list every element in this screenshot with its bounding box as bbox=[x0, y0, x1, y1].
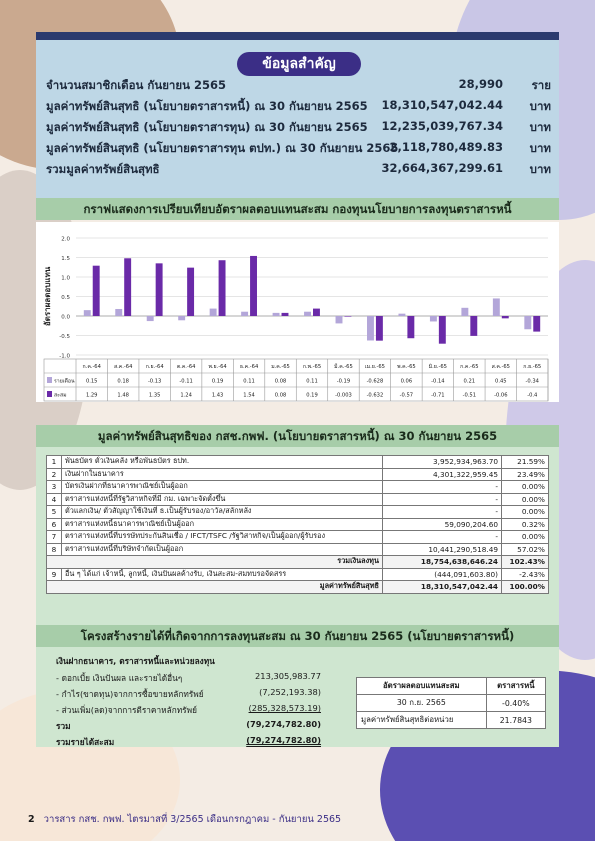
income-grand-value: (79,274,782.80) bbox=[246, 735, 321, 745]
legend-label: รายเดือน bbox=[54, 378, 75, 385]
bar-monthly bbox=[84, 310, 91, 316]
bar-cumulative bbox=[282, 313, 289, 316]
data-label: 0.11 bbox=[243, 378, 255, 385]
x-tick-label: ส.ค.-65 bbox=[491, 364, 511, 370]
y-tick-label: -0.5 bbox=[59, 334, 70, 340]
x-tick-label: ก.พ.-65 bbox=[302, 364, 322, 370]
legend-swatch bbox=[47, 391, 52, 397]
income-sum-label: รวม bbox=[56, 721, 71, 731]
data-label: -0.632 bbox=[366, 392, 384, 399]
x-tick-label: ก.ค.-64 bbox=[82, 364, 101, 370]
table-cell-amount: 18,754,638,646.24 bbox=[383, 556, 502, 569]
table-cell-item: ตราสารแห่งหนี้ธนาคารพาณิชย์เป็นผู้ออก bbox=[62, 518, 383, 531]
key-info-row bbox=[46, 75, 551, 95]
table-cell-no: 1 bbox=[47, 456, 62, 469]
data-label: 0.19 bbox=[306, 392, 318, 399]
x-tick-label: มี.ค.-65 bbox=[334, 364, 353, 370]
bar-monthly bbox=[524, 316, 531, 329]
income-grand-label: รวมรายได้สะสม bbox=[56, 737, 115, 747]
data-label: 0.08 bbox=[274, 392, 287, 399]
bar-monthly bbox=[147, 316, 154, 321]
key-info-title: ข้อมูลสำคัญ bbox=[237, 52, 361, 76]
table-cell-percent: -2.43% bbox=[502, 568, 549, 581]
table-cell-no: 4 bbox=[47, 493, 62, 506]
data-label: -0.51 bbox=[462, 392, 477, 399]
y-tick-label: 2.0 bbox=[61, 236, 70, 243]
income-item-label: - กำไร(ขาดทุน)จากการซื้อขายหลักทรัพย์ bbox=[56, 689, 204, 699]
income-box bbox=[36, 647, 559, 747]
y-axis-label: อัตราผลตอบแทน bbox=[43, 266, 52, 327]
income-item-label: - ดอกเบี้ย เงินปันผล และรายได้อื่นๆ bbox=[56, 673, 183, 683]
key-info-label: มูลค่าทรัพย์สินสุทธิ (นโยบายตราสารทุน ตปท.) ณ 30 กันยายน 2565 bbox=[46, 141, 399, 155]
bar-cumulative bbox=[470, 316, 477, 336]
key-info-value: 32,664,367,299.61 bbox=[381, 161, 503, 175]
data-label: -0.628 bbox=[366, 378, 384, 385]
table-row bbox=[47, 468, 549, 481]
table-cell-item: บัตรเงินฝากที่ธนาคารพาณิชย์เป็นผู้ออก bbox=[62, 481, 383, 494]
data-label: 0.21 bbox=[463, 378, 476, 385]
income-sum-value: (79,274,782.80) bbox=[246, 719, 321, 729]
table-cell-amount: 10,441,290,518.49 bbox=[383, 543, 502, 556]
assets-box bbox=[36, 447, 559, 633]
x-tick-label: พ.ค.-65 bbox=[397, 364, 416, 370]
chart-container bbox=[36, 222, 559, 402]
bar-monthly bbox=[115, 309, 122, 316]
key-info-value: 2,118,780,489.83 bbox=[389, 140, 503, 154]
table-cell-total-label: รวมเงินลงทุน bbox=[47, 556, 383, 569]
x-tick-label: ส.ค.-64 bbox=[113, 364, 133, 370]
table-cell-percent: 0.00% bbox=[502, 506, 549, 519]
key-info-value: 12,235,039,767.34 bbox=[381, 119, 503, 133]
table-cell-amount: - bbox=[383, 493, 502, 506]
chart-heading: กราฟแสดงการเปรียบเทียบอัตราผลตอบแทนสะสม กองทุนนโยบายการลงทุนตราสารหนี้ bbox=[36, 198, 559, 220]
table-cell-no: 3 bbox=[47, 481, 62, 494]
data-label: 1.54 bbox=[243, 392, 255, 399]
income-item-label: - ส่วนเพิ่ม(ลด)จากการตีราคาหลักทรัพย์ bbox=[56, 705, 197, 715]
data-label: 0.11 bbox=[306, 378, 318, 385]
data-label: -0.14 bbox=[431, 378, 445, 385]
page-content bbox=[36, 32, 559, 802]
key-info-row bbox=[46, 117, 551, 137]
table-cell-percent: 21.59% bbox=[502, 456, 549, 469]
key-info-box bbox=[36, 40, 559, 198]
data-label: -0.57 bbox=[399, 392, 414, 399]
bar-monthly bbox=[273, 313, 280, 316]
table-cell-percent: 0.00% bbox=[502, 531, 549, 544]
x-tick-label: เม.ย.-65 bbox=[364, 364, 385, 370]
table-cell-item: ตั๋วแลกเงิน/ ตั๋วสัญญาใช้เงินที่ ธ.เป็นผู้รับรอง/อาวัล/สลักหลัง bbox=[62, 506, 383, 519]
return-table-cell: -0.40% bbox=[486, 695, 545, 712]
table-cell-amount: 18,310,547,042.44 bbox=[383, 581, 502, 594]
bar-cumulative bbox=[533, 316, 540, 332]
table-cell-amount: - bbox=[383, 506, 502, 519]
table-cell-percent: 0.32% bbox=[502, 518, 549, 531]
bar-cumulative bbox=[344, 316, 351, 317]
key-info-unit: บาท bbox=[529, 99, 551, 113]
return-table bbox=[356, 677, 546, 729]
legend-swatch bbox=[47, 377, 52, 383]
bar-monthly bbox=[178, 316, 185, 320]
bar-cumulative bbox=[250, 256, 257, 316]
table-cell-item: ตราสารแห่งหนี้ที่บรรษัทประกันสินเชื่อ / IFCT/TSFC /รัฐวิสาหกิจ/เป็นผู้ออก/ผู้รับรอง bbox=[62, 531, 383, 544]
data-label: -0.4 bbox=[527, 392, 538, 399]
data-label: 0.19 bbox=[211, 378, 224, 385]
data-label: 0.18 bbox=[117, 378, 129, 385]
data-label: 0.15 bbox=[85, 378, 98, 385]
bar-monthly bbox=[210, 309, 217, 316]
data-label: 1.35 bbox=[148, 392, 161, 399]
table-cell-no: 5 bbox=[47, 506, 62, 519]
key-info-value: 28,990 bbox=[458, 77, 503, 91]
table-row bbox=[47, 568, 549, 581]
table-cell-percent: 100.00% bbox=[502, 581, 549, 594]
data-label: -0.13 bbox=[147, 378, 162, 385]
y-tick-label: -1.0 bbox=[59, 353, 70, 360]
table-cell-amount: - bbox=[383, 481, 502, 494]
table-cell-percent: 102.43% bbox=[502, 556, 549, 569]
key-info-label: จำนวนสมาชิกเดือน กันยายน 2565 bbox=[46, 78, 227, 92]
bar-monthly bbox=[398, 314, 405, 316]
data-label: 1.24 bbox=[180, 392, 192, 399]
key-info-row bbox=[46, 96, 551, 116]
table-row bbox=[47, 581, 549, 594]
table-row bbox=[47, 493, 549, 506]
bar-monthly bbox=[336, 316, 343, 323]
table-cell-item: อื่น ๆ ได้แก่ เจ้าหนี้, ลูกหนี้, เงินปันผลค้างรับ, เงินสะสม-สมทบรอจัดสรร bbox=[62, 568, 383, 581]
bar-cumulative bbox=[187, 268, 194, 316]
x-tick-label: ก.ย.-64 bbox=[145, 364, 164, 370]
return-chart bbox=[36, 222, 559, 402]
footer bbox=[28, 812, 341, 827]
data-label: 0.45 bbox=[495, 378, 507, 385]
key-info-unit: บาท bbox=[529, 120, 551, 134]
bar-monthly bbox=[367, 316, 374, 340]
x-tick-label: ธ.ค.-64 bbox=[239, 364, 259, 370]
table-row bbox=[47, 506, 549, 519]
return-table-cell: 21.7843 bbox=[486, 712, 545, 729]
return-table-header: ตราสารหนี้ bbox=[486, 678, 545, 695]
table-cell-percent: 0.00% bbox=[502, 481, 549, 494]
table-cell-amount: (444,091,603.80) bbox=[383, 568, 502, 581]
key-info-row bbox=[46, 138, 551, 158]
bar-monthly bbox=[304, 312, 311, 316]
income-subheading: เงินฝากธนาคาร, ตราสารหนี้และหน่วยลงทุน bbox=[56, 656, 215, 666]
table-cell-item: พันธบัตร ตั๋วเงินคลัง หรือพันธบัตร ธปท. bbox=[62, 456, 383, 469]
table-cell-amount: 3,952,934,963.70 bbox=[383, 456, 502, 469]
key-info-unit: บาท bbox=[529, 162, 551, 176]
table-cell-percent: 23.49% bbox=[502, 468, 549, 481]
bar-cumulative bbox=[156, 263, 163, 316]
assets-heading: มูลค่าทรัพย์สินสุทธิของ กสช.กพฟ. (นโยบายตราสารหนี้) ณ 30 กันยายน 2565 bbox=[36, 425, 559, 447]
key-info-row bbox=[46, 159, 551, 179]
bar-monthly bbox=[241, 312, 248, 316]
assets-table bbox=[46, 455, 549, 594]
data-label: -0.06 bbox=[494, 392, 508, 399]
data-label: -0.003 bbox=[335, 392, 352, 399]
data-label: -0.11 bbox=[179, 378, 193, 385]
income-item-value: 213,305,983.77 bbox=[255, 671, 321, 681]
table-row bbox=[47, 531, 549, 544]
table-row bbox=[47, 518, 549, 531]
income-item-value: (7,252,193.38) bbox=[259, 687, 321, 697]
table-cell-no: 6 bbox=[47, 518, 62, 531]
table-cell-no: 9 bbox=[47, 568, 62, 581]
data-label: -0.34 bbox=[525, 378, 539, 385]
x-tick-label: ก.ย.-65 bbox=[523, 364, 542, 370]
table-cell-no: 7 bbox=[47, 531, 62, 544]
table-cell-amount: 4,301,322,959.45 bbox=[383, 468, 502, 481]
table-cell-percent: 57.02% bbox=[502, 543, 549, 556]
bar-monthly bbox=[430, 316, 437, 321]
bar-cumulative bbox=[439, 316, 446, 344]
x-tick-label: ต.ค.-64 bbox=[176, 364, 196, 370]
table-cell-percent: 0.00% bbox=[502, 493, 549, 506]
top-bar bbox=[36, 32, 559, 40]
table-cell-item: เงินฝากในธนาคาร bbox=[62, 468, 383, 481]
key-info-unit: ราย bbox=[531, 78, 551, 92]
y-tick-label: 1.0 bbox=[61, 275, 70, 282]
income-item-value: (285,328,573.19) bbox=[248, 703, 321, 713]
data-label: 0.08 bbox=[274, 378, 287, 385]
x-tick-label: มิ.ย.-65 bbox=[428, 364, 447, 370]
key-info-label: มูลค่าทรัพย์สินสุทธิ (นโยบายตราสารทุน) ณ 30 กันยายน 2565 bbox=[46, 120, 368, 134]
data-label: 1.29 bbox=[85, 392, 98, 399]
key-info-unit: บาท bbox=[529, 141, 551, 155]
y-tick-label: 0.5 bbox=[61, 295, 70, 301]
data-label: 1.43 bbox=[211, 392, 224, 399]
data-label: 1.48 bbox=[117, 392, 129, 399]
footer-text: วารสาร กสช. กพฟ. ไตรมาสที่ 3/2565 เดือนกรกฎาคม - กันยายน 2565 bbox=[43, 814, 342, 825]
bar-cumulative bbox=[502, 316, 509, 318]
table-cell-amount: - bbox=[383, 531, 502, 544]
y-tick-label: 0.0 bbox=[61, 314, 70, 321]
bar-cumulative bbox=[376, 316, 383, 341]
table-cell-total-label: มูลค่าทรัพย์สินสุทธิ bbox=[47, 581, 383, 594]
data-label: -0.19 bbox=[336, 378, 351, 385]
table-row bbox=[47, 456, 549, 469]
y-tick-label: 1.5 bbox=[61, 256, 70, 262]
bar-monthly bbox=[461, 308, 468, 316]
table-cell-item: ตราสารแห่งหนี้ที่รัฐวิสาหกิจที่มี กม. เฉพาะจัดตั้งขึ้น bbox=[62, 493, 383, 506]
key-info-value: 18,310,547,042.44 bbox=[381, 98, 503, 112]
key-info-label: มูลค่าทรัพย์สินสุทธิ (นโยบายตราสารหนี้) ณ 30 กันยายน 2565 bbox=[46, 99, 368, 113]
return-table-header: อัตราผลตอบแทนสะสม bbox=[357, 678, 487, 695]
table-cell-no: 2 bbox=[47, 468, 62, 481]
bar-cumulative bbox=[407, 316, 414, 338]
bar-cumulative bbox=[124, 258, 131, 316]
data-label: 0.06 bbox=[400, 378, 413, 385]
bar-cumulative bbox=[93, 266, 100, 316]
bar-monthly bbox=[493, 298, 500, 316]
table-cell-amount: 59,090,204.60 bbox=[383, 518, 502, 531]
return-table-cell: 30 ก.ย. 2565 bbox=[357, 695, 487, 712]
page-number: 2 bbox=[28, 814, 35, 825]
return-table-cell: มูลค่าทรัพย์สินสุทธิต่อหน่วย bbox=[357, 712, 487, 729]
income-heading: โครงสร้างรายได้ที่เกิดจากการลงทุนสะสม ณ 30 กันยายน 2565 (นโยบายตราสารหนี้) bbox=[36, 625, 559, 647]
table-cell-item: ตราสารแห่งหนี้ที่บริษัทจำกัดเป็นผู้ออก bbox=[62, 543, 383, 556]
legend-label: สะสม bbox=[54, 392, 67, 399]
table-row bbox=[47, 556, 549, 569]
x-tick-label: พ.ย.-64 bbox=[208, 364, 227, 370]
table-row bbox=[47, 543, 549, 556]
x-tick-label: ม.ค.-65 bbox=[271, 364, 290, 370]
table-cell-no: 8 bbox=[47, 543, 62, 556]
bar-cumulative bbox=[313, 309, 320, 316]
key-info-label: รวมมูลค่าทรัพย์สินสุทธิ bbox=[46, 162, 160, 176]
bar-cumulative bbox=[219, 260, 226, 316]
x-tick-label: ก.ค.-65 bbox=[460, 364, 479, 370]
table-row bbox=[47, 481, 549, 494]
data-label: -0.71 bbox=[431, 392, 445, 399]
